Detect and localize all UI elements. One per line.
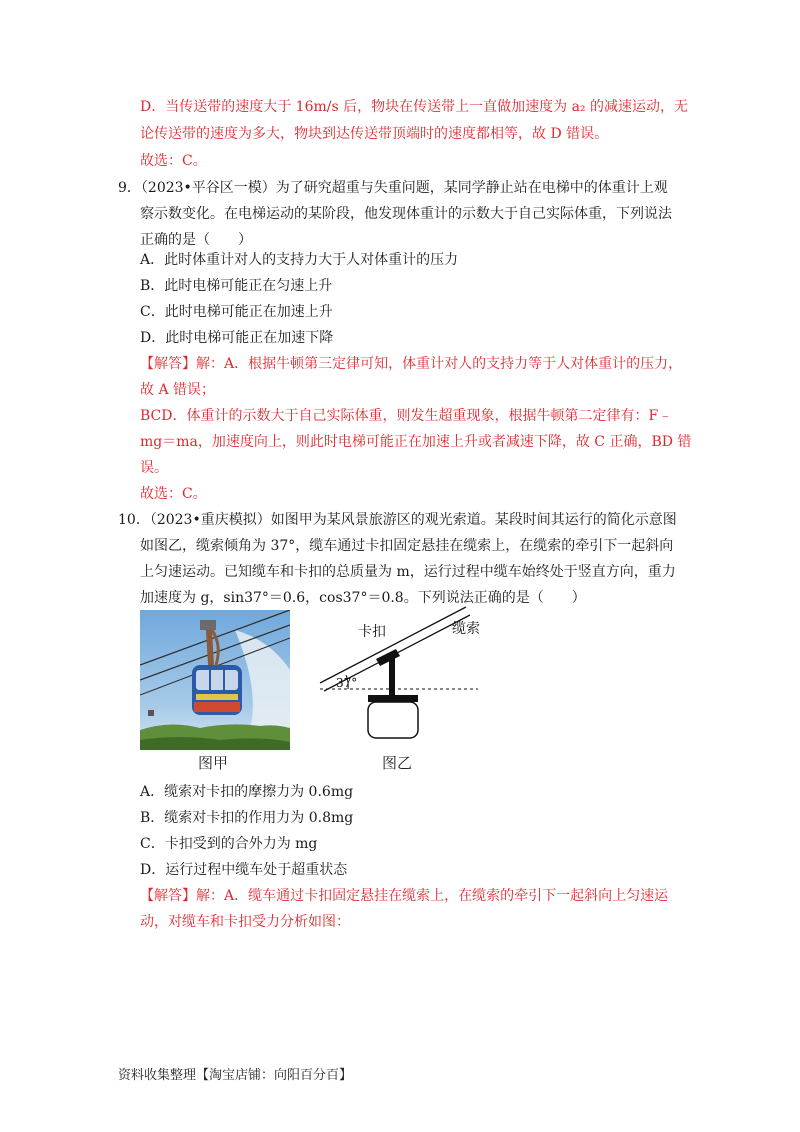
q10-solution-line1: 【解答】解：A．缆车通过卡扣固定悬挂在缆索上，在缆索的牵引下一起斜向上匀速运 [140,888,669,904]
q8-option-d-line2: 论传送带的速度为多大，物块到达传送带顶端时的速度都相等，故 D 错误。 [140,126,609,142]
car-roof [368,695,418,702]
q10-stem-line4: 加速度为 g，sin37°＝0.6，cos37°＝0.8。下列说法正确的是（ ） [140,590,586,606]
q10-stem-line3: 上匀速运动。已知缆车和卡扣的总质量为 m，运行过程中缆车始终处于竖直方向，重力 [140,564,676,580]
q10-stem-line2: 如图乙，缆索倾角为 37°，缆车通过卡扣固定悬挂在缆索上，在缆索的牵引下一起斜向 [140,538,674,554]
label-clip: 卡扣 [358,624,386,640]
cable-schematic-diagram [318,605,488,745]
label-angle: 37° [336,676,358,690]
q9-solution-line4: mg＝ma，加速度向上，则此时电梯可能正在加速上升或者减速下降，故 C 正确，BD 错 [140,434,692,450]
q9-solution-line1: 【解答】解：A．根据牛顿第三定律可知，体重计对人的支持力等于人对体重计的压力， [140,356,683,372]
page-footer: 资料收集整理【淘宝店铺：向阳百分百】 [118,1068,353,1083]
q9-solution-line5: 误。 [140,460,168,476]
q9-solution-line3: BCD．体重计的示数大于自己实际体重，则发生超重现象，根据牛顿第二定律有：F﹣ [140,408,673,424]
q9-stem-line1: 9．（2023•平谷区一模）为了研究超重与失重问题，某同学静止站在电梯中的体重计上观 [118,180,668,196]
q9-stem-line3: 正确的是（ ） [140,232,252,248]
cable-car-photo [140,610,290,750]
q9-stem-line2: 察示数变化。在电梯运动的某阶段，他发现体重计的示数大于自己实际体重，下列说法 [140,206,672,222]
q10-option-a: A．缆索对卡扣的摩擦力为 0.6mg [140,784,354,800]
cable-schematic [318,605,488,745]
q9-option-d: D．此时电梯可能正在加速下降 [140,330,334,346]
q8-answer: 故选：C。 [140,153,207,169]
q9-option-b: B．此时电梯可能正在匀速上升 [140,278,333,294]
q10-solution-line2: 动，对缆车和卡扣受力分析如图： [140,914,350,930]
figure-a-caption: 图甲 [198,754,229,772]
car-body [368,702,418,738]
q10-option-b: B．缆索对卡扣的作用力为 0.8mg [140,810,354,826]
figure-b-caption: 图乙 [382,754,413,772]
cable-car-photo-illustration [140,610,290,750]
hanger-rod [389,655,395,699]
q10-option-c: C．卡扣受到的合外力为 mg [140,836,318,852]
q10-option-d: D．运行过程中缆车处于超重状态 [140,862,348,878]
q9-answer: 故选：C。 [140,486,207,502]
q10-stem-line1: 10．（2023•重庆模拟）如图甲为某风景旅游区的观光索道。某段时间其运行的简化示意图 [118,512,677,528]
q9-option-a: A．此时体重计对人的支持力大于人对体重计的压力 [140,252,459,268]
q9-solution-line2: 故 A 错误； [140,382,216,398]
q9-option-c: C．此时电梯可能正在加速上升 [140,304,333,320]
label-cable: 缆索 [452,621,480,637]
q8-option-d-line1: D．当传送带的速度大于 16m/s 后，物块在传送带上一直做加速度为 a₂ 的减速运动，无 [140,99,688,115]
